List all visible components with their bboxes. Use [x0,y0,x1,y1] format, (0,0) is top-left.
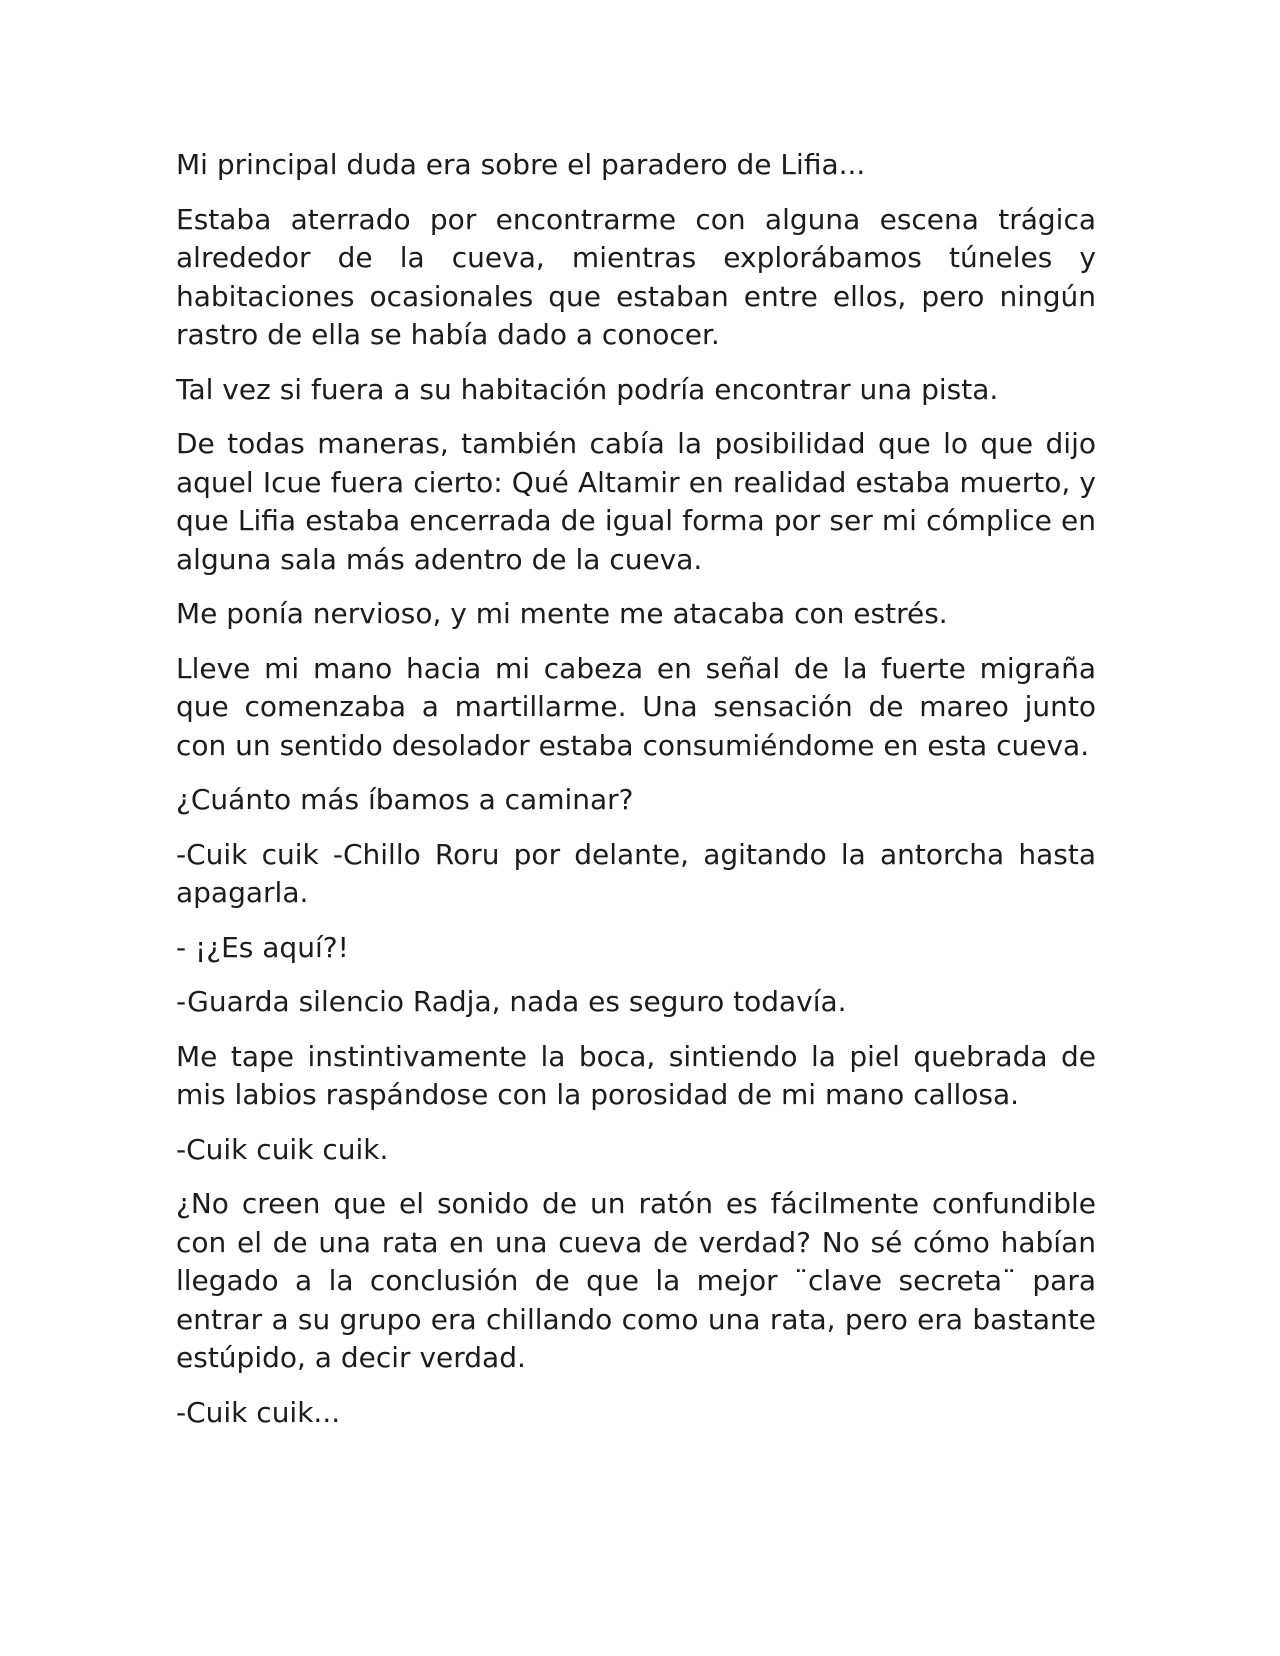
paragraph-9: - ¡¿Es aquí?! [176,930,349,964]
paragraph-12: -Cuik cuik cuik. [176,1132,389,1166]
paragraph-6: Lleve mi mano hacia mi cabeza en señal de la fuerte migraña que comenzaba a martillarme. Una sensación de mareo junto con un sentido desolador estaba consumiéndome en esta cueva. [176,651,1096,762]
document-page [176,146,1096,1448]
paragraph-1: Mi principal duda era sobre el paradero de Lifia... [176,148,866,181]
paragraph-5: Me ponía nervioso, y mi mente me atacaba con estrés. [176,597,948,630]
paragraph-11: Me tape instintivamente la boca, sintiendo la piel quebrada de mis labios raspándose con la porosidad de mi mano callosa. [176,1039,1096,1111]
paragraph-13: ¿No creen que el sonido de un ratón es fácilmente confundible con el de una rata en una cueva de verdad? No sé cómo habían llegado a la conclusión de que la mejor ¨clave secreta¨ para entrar a su grupo era chillando como una rata, pero era bastante estúpido, a decir verdad. [176,1187,1096,1374]
paragraph-3: Tal vez si fuera a su habitación podría encontrar una pista. [176,372,999,406]
paragraph-2: Estaba aterrado por encontrarme con alguna escena trágica alrededor de la cueva, mientras explorábamos túneles y habitaciones ocasionales que estaban entre ellos, pero ningún rastro de ella se había dado a conocer. [176,202,1096,351]
paragraph-4: De todas maneras, también cabía la posibilidad que lo que dijo aquel Icue fuera cierto: Qué Altamir en realidad estaba muerto, y que Lifia estaba encerrada de igual forma por ser mi cómplice en alguna sala más adentro de la cueva. [176,427,1096,576]
paragraph-10: -Guarda silencio Radja, nada es seguro todavía. [176,985,847,1018]
paragraph-14: -Cuik cuik... [176,1395,341,1429]
paragraph-7: ¿Cuánto más íbamos a caminar? [176,783,634,816]
paragraph-8: -Cuik cuik -Chillo Roru por delante, agitando la antorcha hasta apagarla. [176,837,1096,909]
